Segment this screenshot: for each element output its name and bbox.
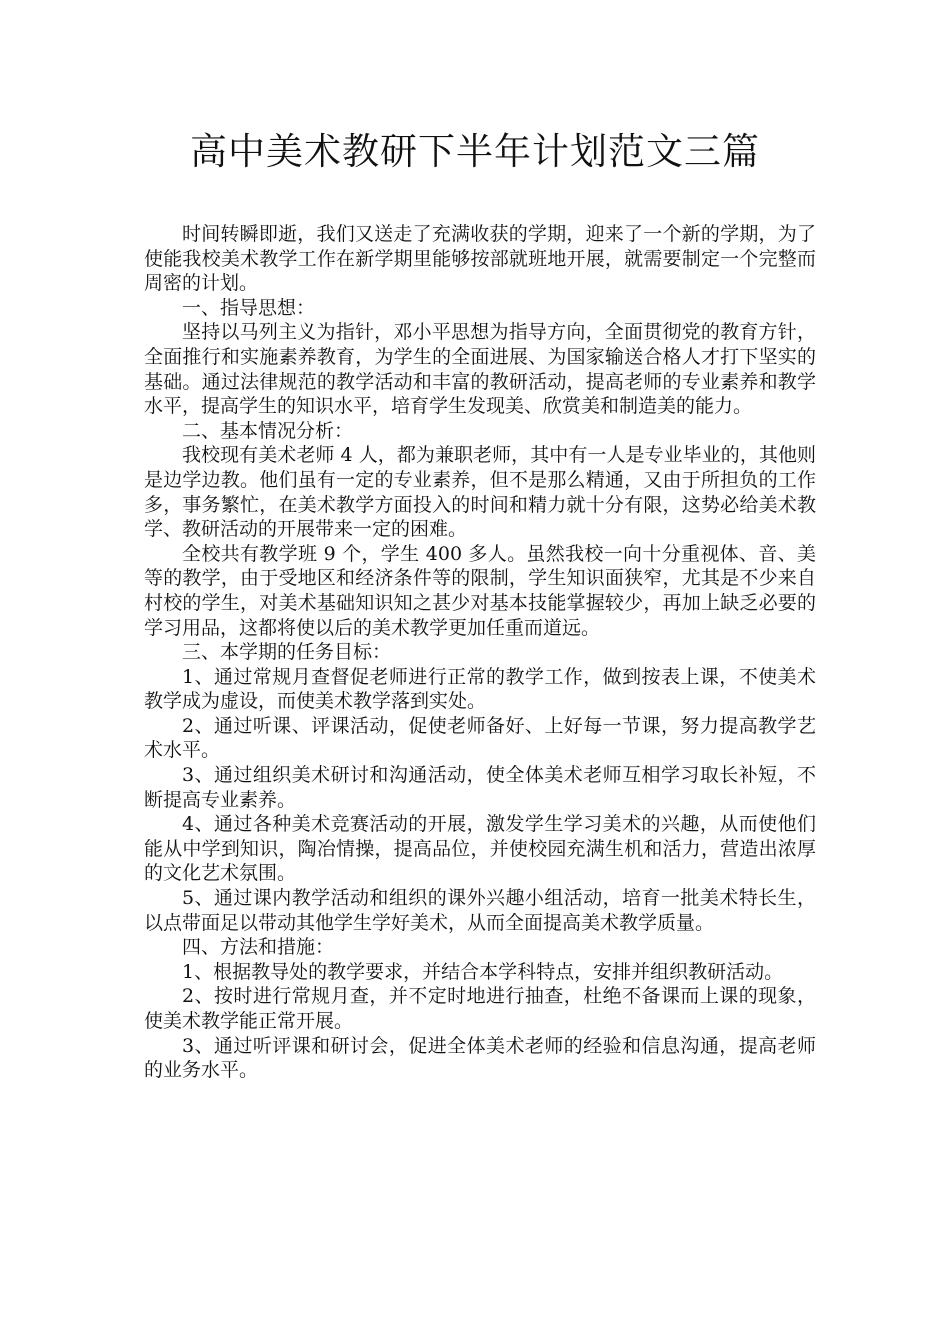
- method-item-2: 2、按时进行常规月查，并不定时地进行抽查，杜绝不备课而上课的现象，使美术教学能正常开展。: [144, 985, 816, 1032]
- section-heading-methods: 四、方法和措施：: [182, 936, 335, 959]
- section-heading-situation-analysis: 二、基本情况分析：: [182, 419, 354, 442]
- situation-paragraph-teachers: 我校现有美术老师 4 人，都为兼职老师，其中有一人是专业毕业的，其他则是边学边教。他们虽有一定的专业素养，但不是那么精通，又由于所担负的工作多，事务繁忙，在美术教学方面投入的时间和精力就十分有限，这势必给美术教学、教研活动的开展带来一定的困难。: [144, 444, 816, 541]
- method-item-3: 3、通过听评课和研讨会，促进全体美术老师的经验和信息沟通，提高老师的业务水平。: [144, 1034, 816, 1082]
- goal-item-2: 2、通过听课、评课活动，促使老师备好、上好每一节课，努力提高教学艺术水平。: [144, 714, 816, 762]
- goal-item-3: 3、通过组织美术研讨和沟通活动，使全体美术老师互相学习取长补短，不断提高专业素养。: [144, 764, 816, 811]
- document-body: [144, 222, 816, 1083]
- goal-item-1: 1、通过常规月查督促老师进行正常的教学工作，做到按表上课，不使美术教学成为虚设，而使美术教学落到实处。: [144, 665, 816, 713]
- situation-paragraph-students: 全校共有教学班 9 个，学生 400 多人。虽然我校一向十分重视体、音、美等的教学，由于受地区和经济条件等的限制，学生知识面狭窄，尤其是不少来自村校的学生，对美术基础知识知之甚少对基本技能掌握较少，再加上缺乏必要的学习用品，这都将使以后的美术教学更加任重而道远。: [144, 542, 816, 639]
- goal-item-5: 5、通过课内教学活动和组织的课外兴趣小组活动，培育一批美术特长生，以点带面足以带动其他学生学好美术，从而全面提高美术教学质量。: [144, 887, 816, 934]
- goal-item-4: 4、通过各种美术竞赛活动的开展，激发学生学习美术的兴趣，从而使他们能从中学到知识，陶冶情操，提高品位，并使校园充满生机和活力，营造出浓厚的文化艺术氛围。: [144, 813, 816, 885]
- method-item-1: 1、根据教导处的教学要求，并结合本学科特点，安排并组织教研活动。: [182, 960, 784, 983]
- section-heading-goals: 三、本学期的任务目标：: [182, 641, 392, 664]
- section-heading-guiding-ideology: 一、指导思想：: [182, 296, 316, 319]
- guiding-ideology-paragraph: 坚持以马列主义为指针，邓小平思想为指导方向，全面贯彻党的教育方针，全面推行和实施素养教育，为学生的全面进展、为国家输送合格人才打下坚实的基础。通过法律规范的教学活动和丰富的教研活动，提高老师的专业素养和教学水平，提高学生的知识水平，培育学生发现美、欣赏美和制造美的能力。: [144, 321, 816, 418]
- intro-paragraph: 时间转瞬即逝，我们又送走了充满收获的学期，迎来了一个新的学期，为了使能我校美术教学工作在新学期里能够按部就班地开展，就需要制定一个完整而周密的计划。: [144, 223, 816, 295]
- document-title: 高中美术教研下半年计划范文三篇: [190, 130, 760, 173]
